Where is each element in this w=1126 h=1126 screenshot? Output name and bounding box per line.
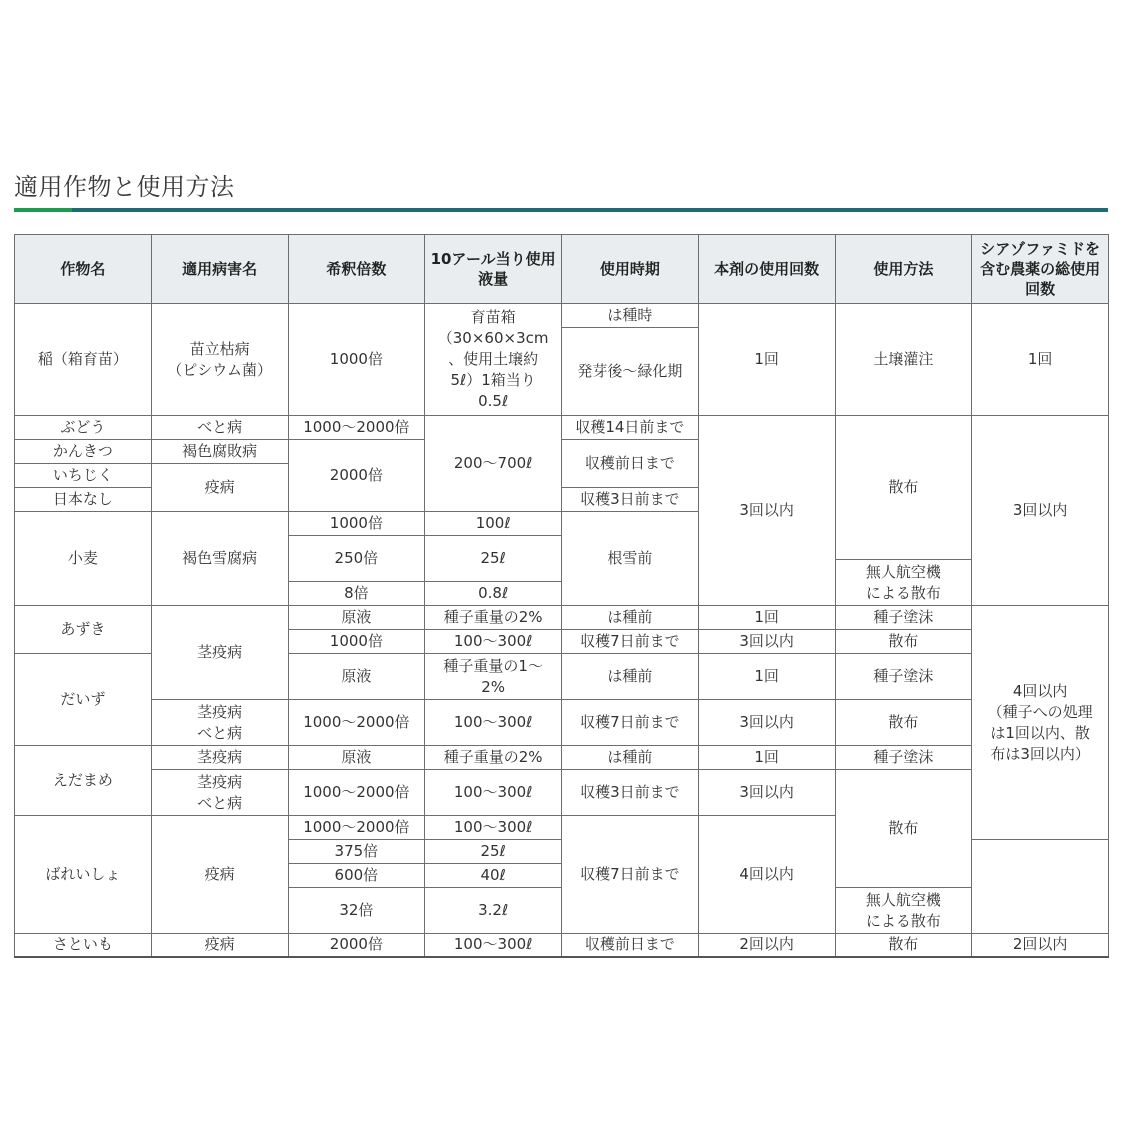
crop-cell: ぶどう [15, 416, 152, 440]
timing-cell: 収穫前日まで [562, 934, 699, 957]
crop-cell: ばれいしょ [15, 816, 152, 934]
title-underline-teal [72, 208, 1108, 212]
title-underline-green [14, 208, 72, 212]
crop-cell: かんきつ [15, 440, 152, 464]
disease-cell: 疫病 [151, 934, 288, 957]
count-cell: 1回 [698, 746, 835, 770]
method-cell: 散布 [835, 934, 972, 957]
disease-cell: 疫病 [151, 816, 288, 934]
timing-cell: 収穫3日前まで [562, 770, 699, 816]
total-cell: 4回以内 （種子への処理 は1回以内、散 布は3回以内） [972, 606, 1109, 840]
volume-cell: 100～300ℓ [425, 770, 562, 816]
header-timing: 使用時期 [562, 235, 699, 304]
application-table [14, 234, 1109, 958]
table-row [15, 934, 1109, 957]
count-cell: 1回 [698, 304, 835, 416]
dilution-cell: 600倍 [288, 864, 425, 888]
method-cell: 土壌灌注 [835, 304, 972, 416]
dilution-cell: 原液 [288, 606, 425, 630]
timing-cell: 収穫前日まで [562, 440, 699, 488]
dilution-cell: 2000倍 [288, 440, 425, 512]
crop-cell: 小麦 [15, 512, 152, 606]
timing-cell: 収穫7日前まで [562, 700, 699, 746]
dilution-cell: 2000倍 [288, 934, 425, 957]
dilution-cell: 32倍 [288, 888, 425, 934]
table-row [15, 606, 1109, 630]
disease-cell: 褐色雪腐病 [151, 512, 288, 606]
method-cell: 散布 [835, 700, 972, 746]
method-cell: 種子塗沫 [835, 654, 972, 700]
header-count: 本剤の使用回数 [698, 235, 835, 304]
method-cell: 無人航空機 による散布 [835, 560, 972, 606]
timing-cell: は種時 [562, 304, 699, 328]
timing-cell: 収穫14日前まで [562, 416, 699, 440]
title-underline [14, 208, 1108, 212]
method-cell: 無人航空機 による散布 [835, 888, 972, 934]
header-total: シアゾファミドを含む農薬の総使用回数 [972, 235, 1109, 304]
timing-cell: は種前 [562, 746, 699, 770]
volume-cell: 種子重量の2% [425, 746, 562, 770]
page-title: 適用作物と使用方法 [14, 173, 235, 201]
volume-cell: 0.8ℓ [425, 582, 562, 606]
dilution-cell: 原液 [288, 746, 425, 770]
crop-cell: 日本なし [15, 488, 152, 512]
method-cell: 散布 [835, 630, 972, 654]
crop-cell: さといも [15, 934, 152, 957]
table-row [15, 700, 1109, 746]
method-cell: 散布 [835, 770, 972, 888]
volume-cell: 100ℓ [425, 512, 562, 536]
method-cell: 種子塗沫 [835, 746, 972, 770]
volume-cell: 40ℓ [425, 864, 562, 888]
timing-cell: 発芽後～緑化期 [562, 328, 699, 416]
volume-cell: 100～300ℓ [425, 630, 562, 654]
count-cell: 4回以内 [698, 816, 835, 934]
disease-cell: 疫病 [151, 464, 288, 512]
dilution-cell: 1000～2000倍 [288, 416, 425, 440]
header-volume: 10アール当り使用液量 [425, 235, 562, 304]
dilution-cell: 1000～2000倍 [288, 700, 425, 746]
table-row [15, 770, 1109, 816]
timing-cell: 根雪前 [562, 512, 699, 606]
volume-cell: 100～300ℓ [425, 700, 562, 746]
crop-cell: 稲（箱育苗） [15, 304, 152, 416]
count-cell: 1回 [698, 606, 835, 630]
disease-cell: 褐色腐敗病 [151, 440, 288, 464]
total-cell: 3回以内 [972, 416, 1109, 606]
volume-cell: 100～300ℓ [425, 816, 562, 840]
count-cell: 1回 [698, 654, 835, 700]
count-cell: 3回以内 [698, 630, 835, 654]
timing-cell: 収穫7日前まで [562, 816, 699, 934]
dilution-cell: 1000～2000倍 [288, 770, 425, 816]
volume-cell: 育苗箱 （30×60×3cm 、使用土壌約 5ℓ）1箱当り 0.5ℓ [425, 304, 562, 416]
count-cell: 3回以内 [698, 770, 835, 816]
volume-cell: 25ℓ [425, 840, 562, 864]
crop-cell: だいず [15, 654, 152, 746]
volume-cell: 200～700ℓ [425, 416, 562, 512]
count-cell: 3回以内 [698, 416, 835, 606]
method-cell: 種子塗沫 [835, 606, 972, 630]
header-disease: 適用病害名 [151, 235, 288, 304]
volume-cell: 種子重量の2% [425, 606, 562, 630]
table-row [15, 416, 1109, 440]
disease-cell: 茎疫病 べと病 [151, 770, 288, 816]
dilution-cell: 1000倍 [288, 304, 425, 416]
crop-cell: えだまめ [15, 746, 152, 816]
disease-cell: 茎疫病 べと病 [151, 700, 288, 746]
table-row [15, 746, 1109, 770]
volume-cell: 100～300ℓ [425, 934, 562, 957]
header-dilution: 希釈倍数 [288, 235, 425, 304]
dilution-cell: 375倍 [288, 840, 425, 864]
header-crop: 作物名 [15, 235, 152, 304]
timing-cell: 収穫7日前まで [562, 630, 699, 654]
disease-cell: 苗立枯病 （ピシウム菌） [151, 304, 288, 416]
disease-cell: 茎疫病 [151, 606, 288, 700]
crop-cell: いちじく [15, 464, 152, 488]
volume-cell: 種子重量の1～ 2% [425, 654, 562, 700]
crop-cell: あずき [15, 606, 152, 654]
count-cell: 3回以内 [698, 700, 835, 746]
dilution-cell: 250倍 [288, 536, 425, 582]
volume-cell: 3.2ℓ [425, 888, 562, 934]
table-row [15, 304, 1109, 328]
total-cell: 2回以内 [972, 934, 1109, 957]
dilution-cell: 1000倍 [288, 512, 425, 536]
disease-cell: 茎疫病 [151, 746, 288, 770]
method-cell: 散布 [835, 416, 972, 560]
dilution-cell: 1000倍 [288, 630, 425, 654]
count-cell: 2回以内 [698, 934, 835, 957]
timing-cell: は種前 [562, 654, 699, 700]
timing-cell: は種前 [562, 606, 699, 630]
dilution-cell: 原液 [288, 654, 425, 700]
timing-cell: 収穫3日前まで [562, 488, 699, 512]
volume-cell: 25ℓ [425, 536, 562, 582]
total-cell: 1回 [972, 304, 1109, 416]
dilution-cell: 1000～2000倍 [288, 816, 425, 840]
disease-cell: べと病 [151, 416, 288, 440]
header-method: 使用方法 [835, 235, 972, 304]
header-row [15, 235, 1109, 304]
dilution-cell: 8倍 [288, 582, 425, 606]
